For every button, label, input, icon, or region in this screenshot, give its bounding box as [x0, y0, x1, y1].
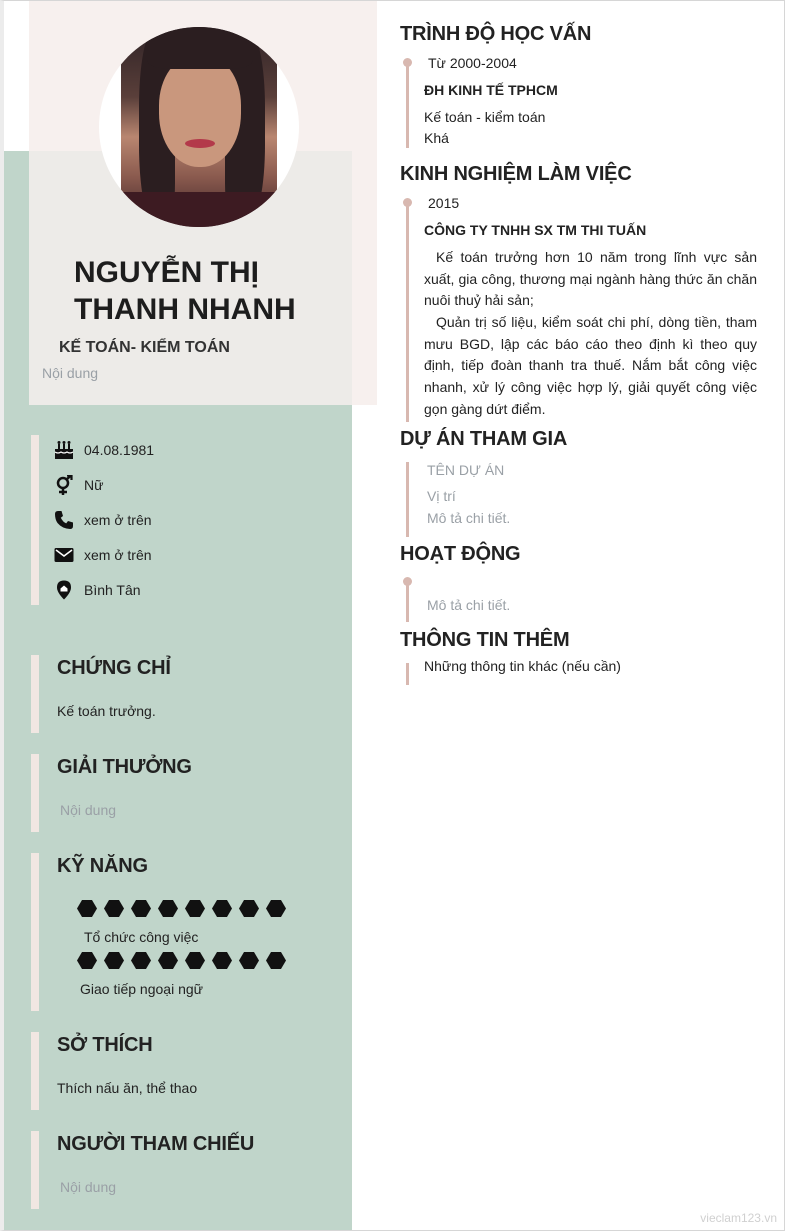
activities-description: Mô tả chi tiết. — [427, 597, 511, 613]
projects-title: DỰ ÁN THAM GIA — [400, 428, 568, 450]
skills-accent-bar — [31, 853, 39, 1011]
experience-company: CÔNG TY TNHH SX TM THI TUẤN — [424, 222, 647, 238]
skill-name-language: Giao tiếp ngoại ngữ — [80, 981, 204, 997]
experience-description-2: Quản trị số liệu, kiểm soát chi phí, dòng tiền, tham mưu BGD, lập các báo cáo theo định kì theo quy định, tiếp đoàn thanh tra thuế. Nắm bắt công việc nhanh, xử lý công việc hợp lý, giải quyết công việc gọn gàng dứt điểm. — [424, 314, 757, 417]
activities-timeline-dot — [403, 577, 412, 586]
gender-icon — [54, 475, 74, 495]
skill-level-hexagon — [212, 952, 232, 969]
location-pin-icon — [54, 580, 74, 600]
references-accent-bar — [31, 1131, 39, 1209]
contact-accent-bar — [31, 435, 39, 605]
birthday-cake-icon — [54, 440, 74, 460]
certificates-text: Kế toán trưởng. — [57, 703, 156, 719]
skill-level-hexagon — [158, 900, 178, 917]
references-title: NGƯỜI THAM CHIẾU — [57, 1133, 255, 1155]
experience-description-1: Kế toán trưởng hơn 10 năm trong lĩnh vực sản xuất, gia công, thương mại ngành hàng thức ăn chăn nuôi thuỷ hải sản; — [424, 249, 757, 309]
phone-icon — [54, 510, 74, 530]
additional-info-line — [406, 663, 409, 685]
gender-text: Nữ — [84, 477, 104, 493]
skill-name-organization: Tổ chức công việc — [84, 929, 199, 945]
skill-level-hexagon — [104, 952, 124, 969]
education-timeline-dot — [403, 58, 412, 67]
experience-period: 2015 — [428, 195, 460, 211]
contact-gender — [54, 473, 104, 497]
awards-title: GIẢI THƯỞNG — [57, 756, 192, 778]
activities-timeline-line — [406, 582, 409, 622]
education-timeline-line — [406, 62, 409, 148]
skill-level-hexagon — [266, 952, 286, 969]
contact-birthday — [54, 438, 155, 462]
education-grade: Khá — [424, 130, 449, 146]
candidate-name: NGUYỄN THỊ THANH NHANH — [74, 256, 296, 326]
project-role: Vị trí — [427, 488, 456, 504]
phone-text: xem ở trên — [84, 512, 152, 528]
skill-rating-language — [77, 952, 286, 969]
skill-level-hexagon — [185, 900, 205, 917]
activities-title: HOẠT ĐỘNG — [400, 543, 521, 565]
skill-level-hexagon — [158, 952, 178, 969]
email-text: xem ở trên — [84, 547, 152, 563]
email-icon — [54, 545, 74, 565]
education-school: ĐH KINH TẾ TPHCM — [424, 82, 558, 98]
watermark: vieclam123.vn — [700, 1211, 777, 1225]
avatar — [99, 27, 299, 227]
education-title: TRÌNH ĐỘ HỌC VẤN — [400, 23, 592, 45]
skill-level-hexagon — [239, 952, 259, 969]
skill-level-hexagon — [131, 900, 151, 917]
contact-email — [54, 543, 152, 567]
experience-timeline-dot — [403, 198, 412, 207]
skill-level-hexagon — [77, 952, 97, 969]
awards-accent-bar — [31, 754, 39, 832]
hobbies-accent-bar — [31, 1032, 39, 1110]
birthday-text: 04.08.1981 — [84, 442, 155, 458]
additional-info-text: Những thông tin khác (nếu cần) — [424, 658, 621, 674]
hobbies-text: Thích nấu ăn, thể thao — [57, 1080, 198, 1096]
certificates-title: CHỨNG CHỈ — [57, 657, 171, 679]
location-text: Bình Tân — [84, 582, 141, 598]
contact-location — [54, 578, 141, 602]
job-title: KẾ TOÁN- KIỂM TOÁN — [59, 339, 230, 356]
references-text: Nội dung — [60, 1179, 117, 1195]
skill-level-hexagon — [104, 900, 124, 917]
skill-rating-organization — [77, 900, 286, 917]
projects-timeline-line — [406, 462, 409, 537]
hobbies-title: SỞ THÍCH — [57, 1034, 153, 1056]
skill-level-hexagon — [77, 900, 97, 917]
experience-title: KINH NGHIỆM LÀM VIỆC — [400, 163, 632, 185]
project-name: TÊN DỰ ÁN — [427, 462, 505, 478]
profile-photo — [121, 27, 277, 227]
skill-level-hexagon — [239, 900, 259, 917]
skill-level-hexagon — [212, 900, 232, 917]
education-period: Từ 2000-2004 — [428, 55, 517, 71]
contact-phone — [54, 508, 152, 532]
skill-level-hexagon — [131, 952, 151, 969]
certificates-accent-bar — [31, 655, 39, 733]
skill-level-hexagon — [266, 900, 286, 917]
additional-info-title: THÔNG TIN THÊM — [400, 629, 570, 651]
awards-text: Nội dung — [60, 802, 117, 818]
skills-title: KỸ NĂNG — [57, 855, 148, 877]
skill-level-hexagon — [185, 952, 205, 969]
job-subtitle: Nội dung — [42, 365, 99, 381]
experience-timeline-line — [406, 202, 409, 422]
project-description: Mô tả chi tiết. — [427, 510, 511, 526]
education-major: Kế toán - kiểm toán — [424, 109, 546, 125]
